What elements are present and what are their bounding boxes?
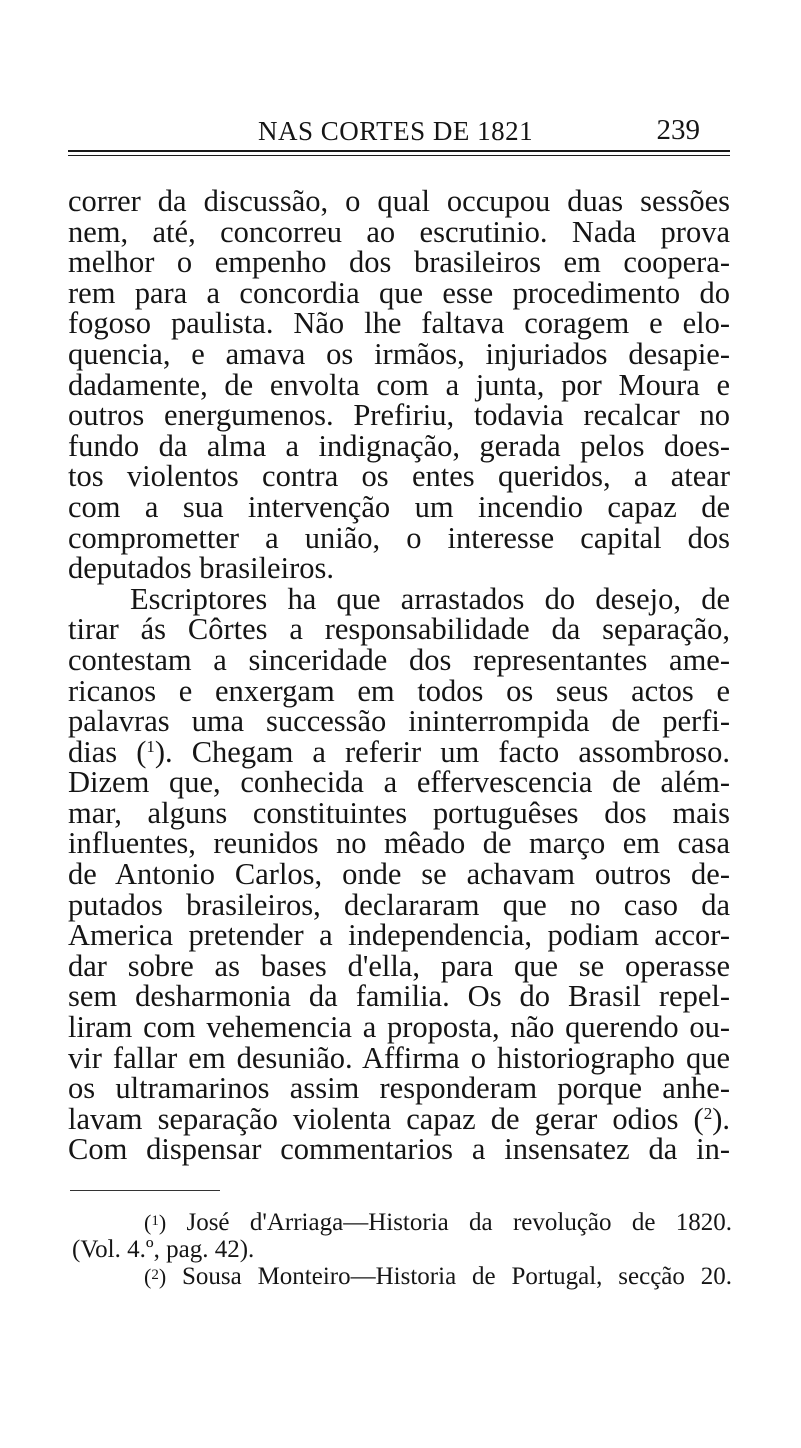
header-rule-thin xyxy=(68,155,730,156)
footnote-1 xyxy=(72,1209,732,1236)
text-line: ricanos e enxergam em todos os seus actos e xyxy=(68,673,730,708)
text-line: tirar ás Côrtes a responsabilidade da separação, xyxy=(68,612,730,647)
text-segment: lavam separação violenta capaz de gerar odios ( xyxy=(68,1101,704,1136)
paragraph-1 xyxy=(68,186,730,584)
text-line: tos violentos contra os entes queridos, a atear xyxy=(68,459,730,494)
text-line: contestam a sinceridade dos representantes ame- xyxy=(68,642,730,677)
text-line: Com dispensar commentarios a insensatez da in- xyxy=(68,1132,730,1167)
text-segment: ). xyxy=(712,1101,730,1136)
text-line: sem desharmonia da familia. Os do Brasil repel- xyxy=(68,979,730,1014)
footnote-2 xyxy=(72,1263,732,1290)
text-segment: ). Chegam a referir um facto assombroso. xyxy=(154,734,730,769)
text-line: comprometter a união, o interesse capital dos xyxy=(68,520,730,555)
footnote-1-number: 1 xyxy=(151,1213,159,1229)
text-segment: dias ( xyxy=(68,734,147,769)
text-line: fundo da alma a indignação, gerada pelos does- xyxy=(68,428,730,463)
text-line: de Antonio Carlos, onde se achavam outros de- xyxy=(68,857,730,892)
footnote-1-text: José d'Arriaga—Historia da revolução de 1820. xyxy=(166,1209,732,1236)
text-line-with-ref xyxy=(68,734,730,769)
paren-close: ) xyxy=(158,1264,167,1289)
text-line: palavras uma successão ininterrompida de perfi- xyxy=(68,704,730,739)
text-line: dadamente, de envolta com a junta, por Moura e xyxy=(68,367,730,402)
text-line: correr da discussão, o qual occupou duas sessões xyxy=(68,184,730,218)
text-line: influentes, reunidos no mêado de março em casa xyxy=(68,826,730,861)
text-line: Escriptores ha que arrastados do desejo, de xyxy=(130,581,730,616)
paren-close: ) xyxy=(158,1210,167,1235)
text-line-with-ref xyxy=(68,1101,730,1136)
text-line: fogoso paulista. Não lhe faltava coragem e elo- xyxy=(68,306,730,341)
text-line: putados brasileiros, declararam que no caso da xyxy=(68,887,730,922)
text-line: outros energumenos. Prefiriu, todavia recalcar no xyxy=(68,398,730,433)
paren-open: ( xyxy=(144,1210,152,1235)
page-number: 239 xyxy=(656,114,700,146)
body-text xyxy=(68,186,730,1165)
footnote-ref-2: 2 xyxy=(703,1103,713,1123)
footnote-rule xyxy=(70,1190,220,1191)
text-line: deputados brasileiros. xyxy=(68,551,334,586)
paren-open: ( xyxy=(144,1264,152,1289)
text-line: mar, alguns constituintes portuguêses dos mais xyxy=(68,795,730,830)
paragraph-2 xyxy=(68,581,730,1167)
footnote-2-marker xyxy=(144,1264,166,1289)
text-line: com a sua intervenção um incendio capaz de xyxy=(68,489,730,524)
text-line: Dizem que, conhecida a effervescencia de além- xyxy=(68,765,730,800)
running-head-title: NAS CORTES DE 1821 xyxy=(258,116,534,146)
text-line: quencia, e amava os irmãos, injuriados desapie- xyxy=(68,336,730,371)
footnote-1-continuation: (Vol. 4.º, pag. 42). xyxy=(72,1236,255,1263)
footnote-2-text: Sousa Monteiro—Historia de Portugal, secção 20. xyxy=(166,1263,732,1290)
text-line: America pretender a independencia, podiam accor- xyxy=(68,918,730,953)
text-line: vir fallar em desunião. Affirma o historiographo que xyxy=(68,1040,730,1075)
text-line: melhor o empenho dos brasileiros em coopera- xyxy=(68,245,730,280)
footnote-ref-1: 1 xyxy=(146,736,155,756)
footnotes xyxy=(72,1209,732,1290)
text-line: rem para a concordia que esse procedimento do xyxy=(68,275,730,310)
text-line: liram com vehemencia a proposta, não querendo ou- xyxy=(68,1010,730,1045)
running-head xyxy=(68,112,730,152)
text-line: dar sobre as bases d'ella, para que se operasse xyxy=(68,948,730,983)
text-line: os ultramarinos assim responderam porque anhe- xyxy=(68,1071,730,1106)
header-rule-thick xyxy=(68,150,730,152)
footnote-2-number: 2 xyxy=(151,1267,159,1283)
footnote-1-marker xyxy=(144,1210,166,1235)
text-line: nem, até, concorreu ao escrutinio. Nada prova xyxy=(68,214,730,249)
